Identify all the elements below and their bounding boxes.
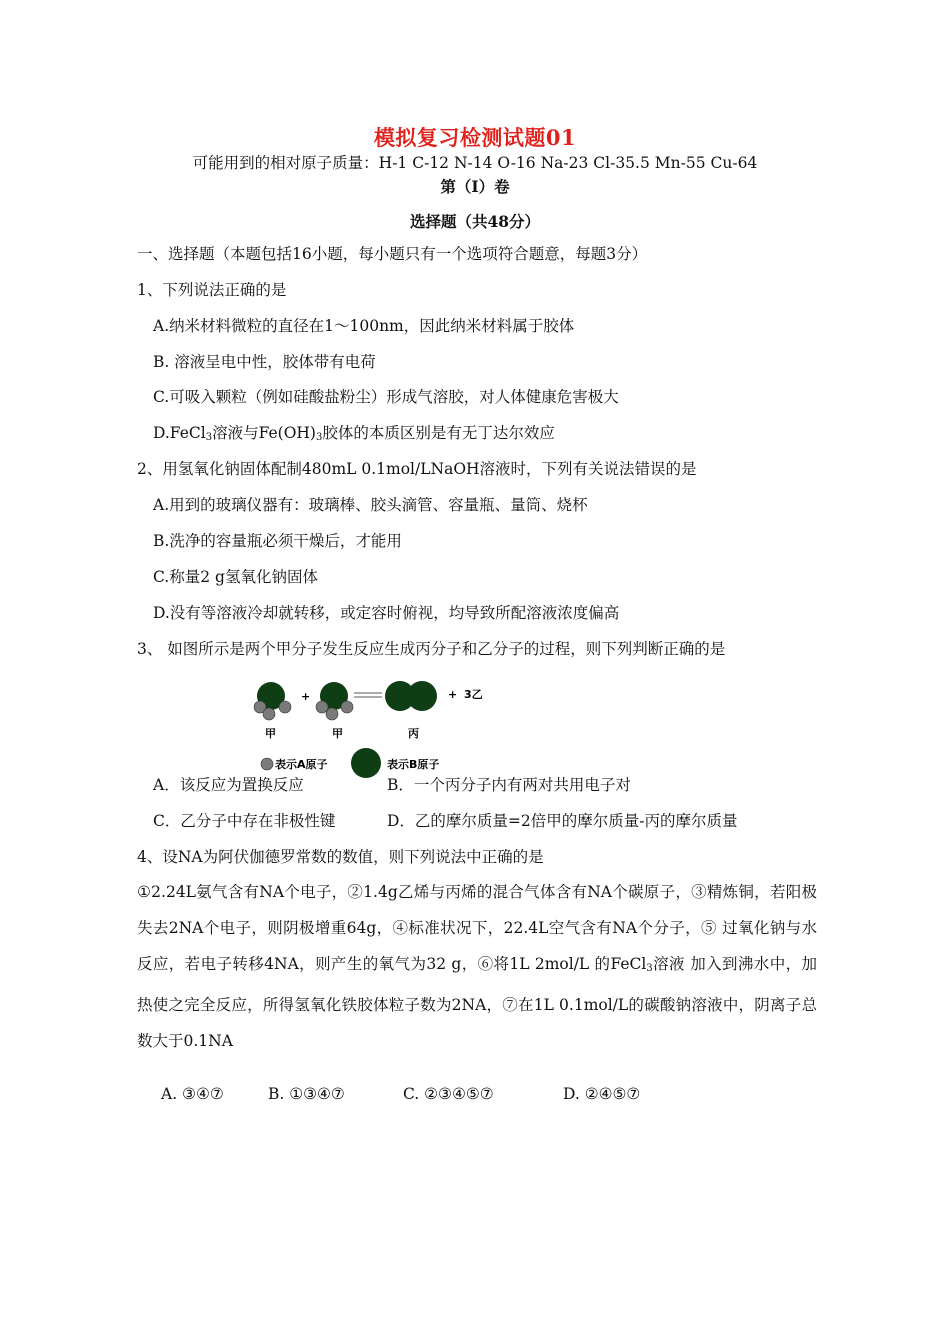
q2-option-c: C.称量2 g氢氧化钠固体 — [153, 568, 318, 586]
legend-a-atom-icon — [261, 758, 273, 770]
q2-stem: 2、用氢氧化钠固体配制480mL 0.1mol/LNaOH溶液时，下列有关说法错误的是 — [137, 460, 697, 478]
q4-option-d: D. ②④⑤⑦ — [563, 1085, 641, 1103]
b-atom — [407, 681, 437, 711]
q2-option-a: A.用到的玻璃仪器有：玻璃棒、胶头滴管、容量瓶、量筒、烧杯 — [153, 496, 588, 514]
legend-b-atom-icon — [351, 748, 381, 778]
product-b-label: 3乙 — [464, 688, 483, 701]
q1-option-c: C.可吸入颗粒（例如硅酸盐粉尘）形成气溶胶，对人体健康危害极大 — [153, 388, 619, 406]
legend-b-label: 表示B原子 — [387, 758, 440, 771]
q2-option-d: D.没有等溶液冷却就转移，或定容时俯视，均导致所配溶液浓度偏高 — [153, 604, 620, 622]
page-title: 模拟复习检测试题01 — [373, 125, 577, 150]
q3-stem: 3、 如图所示是两个甲分子发生反应生成丙分子和乙分子的过程，则下列判断正确的是 — [137, 640, 726, 658]
molecule-diagram — [250, 674, 530, 784]
q4-option-c: C. ②③④⑤⑦ — [403, 1085, 494, 1103]
atomic-masses: 可能用到的相对原子质量：H-1 C-12 N-14 O-16 Na-23 Cl-35.5 Mn-55 Cu-64 — [192, 154, 758, 172]
label-jia-1: 甲 — [265, 727, 276, 740]
volume-heading: 第（Ⅰ）卷 — [440, 177, 510, 196]
q1-stem: 1、下列说法正确的是 — [137, 281, 287, 299]
q1-option-d: D.FeCl$_3$溶液与$Fe(OH)_3$胶体的本质区别是有无丁达尔效应 — [153, 424, 555, 443]
q4-body: ①2.24L氨气含有NA个电子，②1.4g乙烯与丙烯的混合气体含有NA个碳原子，③精炼铜，若阳极失去2NA个电子，则阴极增重64g，④标准状况下，22.4L空气含有NA个分子，⑤ 过氧化钠与水反应，若电子转移4NA，则产生的氧气为32 g，⑥将1L 2mol/L 的FeCl$_3$溶液 加入到沸水中，加热使之完全反应，所得氢氧化铁胶体粒子数为2NA，⑦在1L 0.1mol/L的碳酸钠溶液中，阴离子总数大于0.1NA — [137, 883, 817, 1050]
a-atom — [341, 701, 353, 713]
plus-sign-1: + — [301, 690, 311, 703]
a-atom — [316, 701, 328, 713]
instruction: 一、选择题（本题包括16小题，每小题只有一个选项符合题意，每题3分） — [137, 245, 648, 263]
molecule-bing — [385, 681, 437, 711]
a-atom — [326, 708, 338, 720]
q3-option-c: C．乙分子中存在非极性键 — [153, 812, 336, 830]
q4-option-a: A. ③④⑦ — [161, 1085, 224, 1103]
a-atom — [263, 708, 275, 720]
q4-stem: 4、设NA为阿伏伽德罗常数的数值，则下列说法中正确的是 — [137, 848, 544, 866]
q1-option-a: A.纳米材料微粒的直径在1～100nm，因此纳米材料属于胶体 — [153, 317, 575, 335]
q1-option-b: B. 溶液呈电中性，胶体带有电荷 — [153, 353, 376, 371]
q3-option-d: D．乙的摩尔质量=2倍甲的摩尔质量-丙的摩尔质量 — [387, 812, 738, 830]
label-bing: 丙 — [408, 727, 419, 740]
a-atom — [279, 701, 291, 713]
legend-a-label: 表示A原子 — [275, 758, 328, 771]
q3-option-b: B．一个丙分子内有两对共用电子对 — [387, 776, 631, 794]
molecule-jia-1 — [254, 682, 291, 720]
q3-option-a: A．该反应为置换反应 — [153, 776, 304, 794]
section-title: 选择题（共48分） — [409, 212, 541, 231]
plus-sign-2: + — [448, 688, 458, 701]
q2-option-b: B.洗净的容量瓶必须干燥后，才能用 — [153, 532, 402, 550]
q4-option-b: B. ①③④⑦ — [268, 1085, 345, 1103]
label-jia-2: 甲 — [332, 727, 343, 740]
molecule-jia-2 — [316, 682, 353, 720]
